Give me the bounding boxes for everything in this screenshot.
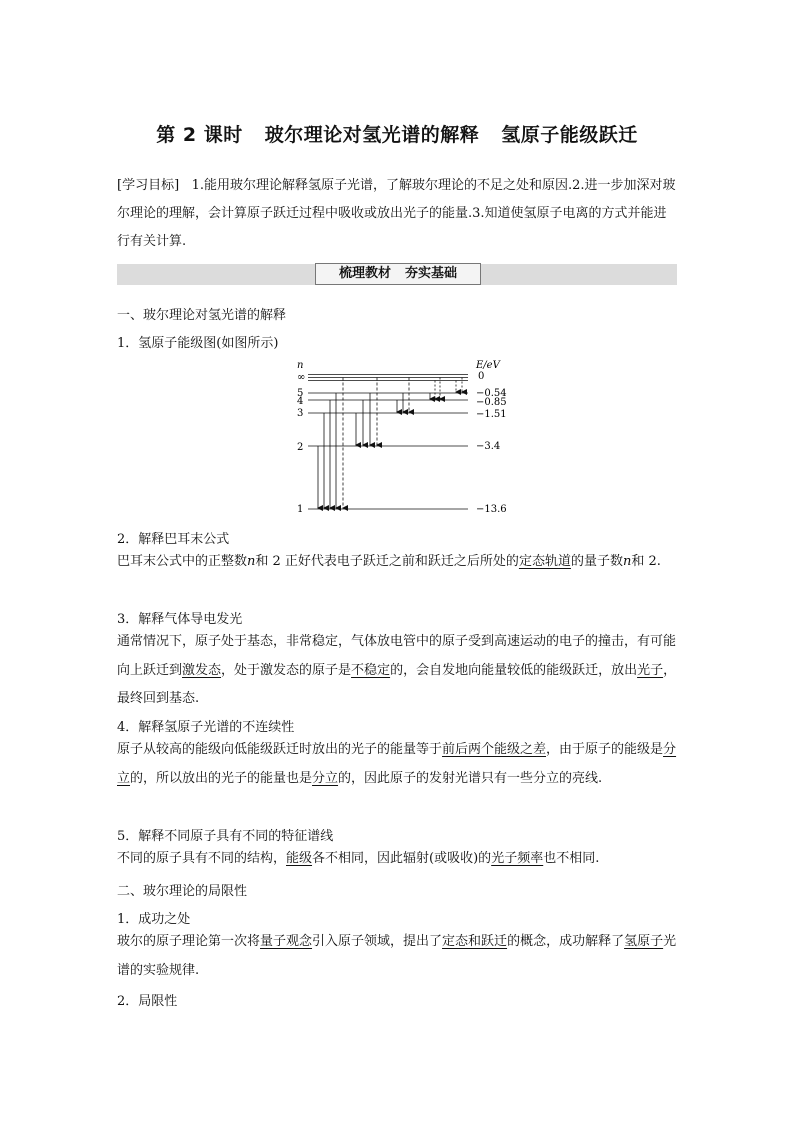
item3-body: 通常情况下，原子处于基态，非常稳定，气体放电管中的原子受到高速运动的电子的撞击，有可能向上跃迁到激发态，处于激发态的原子是不稳定的，会自发地向能量较低的能级跃迁，放出光子，最终回到基态. — [117, 634, 677, 706]
item5-heading: 5．解释不同原子具有不同的特征谱线 — [117, 829, 334, 844]
underline-stationary-orbit: 定态轨道 — [518, 554, 571, 569]
n-axis-label: n — [297, 360, 304, 371]
n-label-3: 3 — [297, 408, 304, 419]
underline-discrete-1: 分立 — [117, 742, 677, 786]
item6-heading: 1．成功之处 — [117, 912, 191, 927]
underline-discrete-2: 分立 — [312, 770, 339, 786]
title-topic: 玻尔理论对氢光谱的解释 — [264, 124, 480, 146]
energy-label-inf: 0 — [478, 371, 485, 382]
item6-body: 玻尔的原子理论第一次将量子观念引入原子领域，提出了定态和跃迁的概念，成功解释了氢原子光谱的实验规律. — [117, 934, 677, 978]
underline-quantum-concept: 量子观念 — [260, 934, 313, 949]
title-subtopic: 氢原子能级跃迁 — [501, 124, 638, 146]
n-label-inf: ∞ — [297, 372, 306, 383]
item4-body: 原子从较高的能级向低能级跃迁时放出的光子的能量等于前后两个能级之差，由于原子的能级是分立的，所以放出的光子的能量也是分立的，因此原子的发射光谱只有一些分立的亮线. — [117, 742, 677, 786]
banner-left-text: 梳理教材 — [338, 266, 391, 281]
learning-goals — [117, 172, 679, 256]
underline-excited-state: 激发态 — [182, 662, 222, 678]
n-label-5: 5 — [297, 388, 304, 399]
page-title — [0, 120, 794, 147]
underline-hydrogen-atom: 氢原子 — [624, 934, 664, 949]
section2-heading: 二、玻尔理论的局限性 — [117, 884, 248, 899]
energy-label-2: −3.4 — [476, 441, 501, 452]
item2-body: 巴耳末公式中的正整数n和 2 正好代表电子跃迁之前和跃迁之后所处的定态轨道的量子数n和 2. — [117, 554, 661, 569]
underline-unstable: 不稳定 — [351, 662, 391, 678]
underline-energy-level: 能级 — [286, 851, 313, 866]
n-label-2: 2 — [297, 442, 304, 453]
goal-tag: [学习目标] — [117, 178, 180, 193]
underline-photon-frequency: 光子频率 — [491, 851, 544, 866]
item4-heading: 4．解释氢原子光谱的不连续性 — [117, 720, 295, 735]
energy-label-3: −1.51 — [476, 409, 507, 420]
banner-right-text: 夯实基础 — [405, 266, 458, 281]
title-lesson: 第 2 课时 — [156, 124, 243, 146]
n-label-4: 4 — [297, 396, 304, 407]
energy-label-1: −13.6 — [476, 504, 507, 515]
underline-photon: 光子 — [637, 662, 664, 678]
energy-level-diagram — [280, 356, 530, 516]
energy-label-5: −0.54 — [476, 388, 507, 399]
section1-heading: 一、玻尔理论对氢光谱的解释 — [117, 308, 287, 323]
energy-label-4: −0.85 — [476, 397, 507, 408]
section-banner — [117, 264, 677, 285]
item2-heading: 2．解释巴耳末公式 — [117, 532, 230, 547]
item5-body: 不同的原子具有不同的结构，能级各不相同，因此辐射(或吸收)的光子频率也不相同. — [117, 851, 600, 866]
banner-label — [315, 263, 481, 285]
goal-text: 1.能用玻尔理论解释氢原子光谱，了解玻尔理论的不足之处和原因.2.进一步加深对玻尔理论的理解，会计算原子跃迁过程中吸收或放出光子的能量.3.知道使氢原子电离的方式并能进行有关计算. — [117, 178, 676, 249]
n-label-1: 1 — [297, 504, 304, 515]
item3-heading: 3．解释气体导电发光 — [117, 612, 243, 627]
item1-heading: 1．氢原子能级图(如图所示) — [117, 336, 279, 351]
energy-axis-label: E/eV — [476, 360, 500, 371]
underline-level-difference: 前后两个能级之差 — [442, 742, 547, 757]
item7-heading: 2．局限性 — [117, 994, 178, 1009]
underline-stationary-and-transition: 定态和跃迁 — [442, 934, 508, 949]
